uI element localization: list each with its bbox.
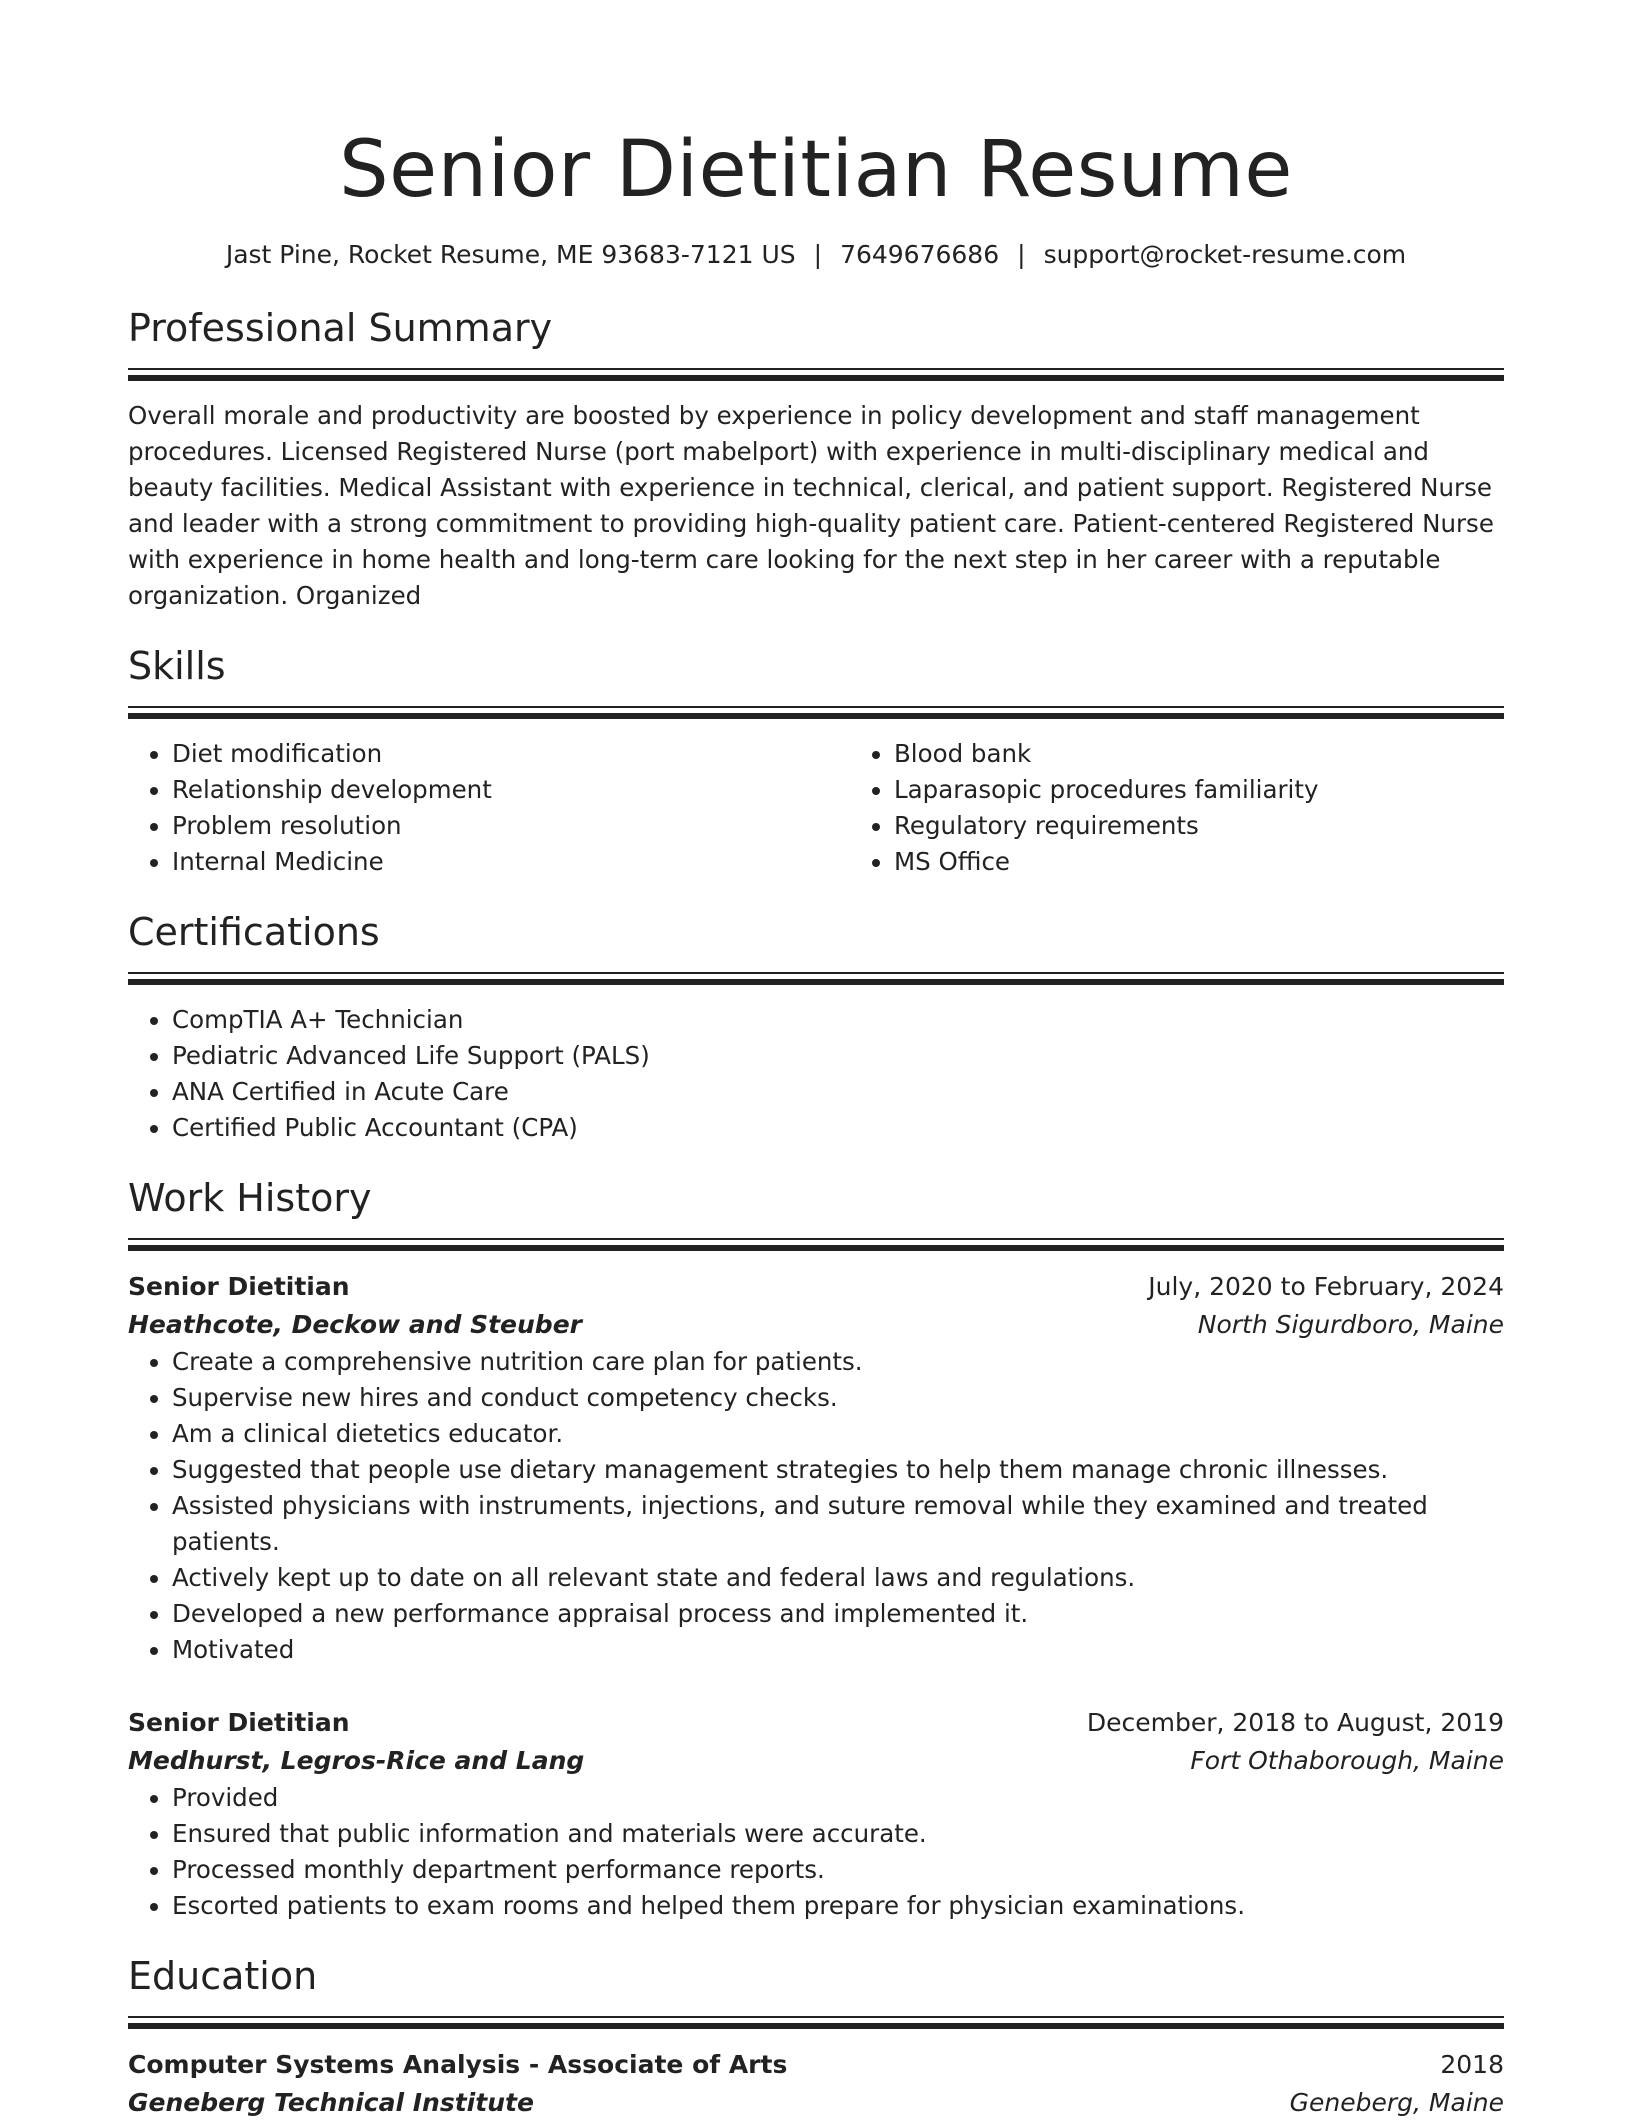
job-duty: • Supervise new hires and conduct competency checks.	[172, 1380, 1504, 1416]
certifications-heading: Certifications	[128, 910, 380, 954]
skill-item: • Blood bank	[894, 736, 1504, 772]
education-degree: Computer Systems Analysis - Associate of Arts	[128, 2050, 788, 2079]
job-entry	[128, 1704, 1504, 1924]
section-divider	[128, 368, 1504, 384]
certification-item: • CompTIA A+ Technician	[172, 1002, 1504, 1038]
summary-heading: Professional Summary	[128, 306, 553, 350]
skill-item: • Diet modification	[172, 736, 850, 772]
work-history-section	[128, 1172, 1504, 1924]
job-header	[128, 1268, 1504, 1306]
skill-item: • Laparasopic procedures familiarity	[894, 772, 1504, 808]
education-heading: Education	[128, 1954, 318, 1998]
job-duty: • Ensured that public information and materials were accurate.	[172, 1816, 1504, 1852]
job-duties-list	[128, 1780, 1504, 1924]
work-history-heading: Work History	[128, 1176, 372, 1220]
contact-address: Jast Pine, Rocket Resume, ME 93683-7121 US	[225, 240, 796, 269]
certification-item: • Pediatric Advanced Life Support (PALS)	[172, 1038, 1504, 1074]
job-duty: • Suggested that people use dietary management strategies to help them manage chronic illnesses.	[172, 1452, 1504, 1488]
education-subheader	[128, 2084, 1504, 2122]
section-divider	[128, 1238, 1504, 1254]
certification-item: • ANA Certified in Acute Care	[172, 1074, 1504, 1110]
job-dates: July, 2020 to February, 2024	[1148, 1272, 1504, 1301]
contact-line	[128, 238, 1504, 272]
skills-section	[128, 640, 1504, 880]
contact-separator: |	[813, 240, 823, 269]
job-duties-list	[128, 1344, 1504, 1668]
skills-grid	[128, 736, 1504, 880]
job-duty: • Developed a new performance appraisal process and implemented it.	[172, 1596, 1504, 1632]
job-subheader	[128, 1306, 1504, 1344]
certifications-section	[128, 906, 1504, 1146]
education-section	[128, 1950, 1504, 2122]
skill-item: • Problem resolution	[172, 808, 850, 844]
section-divider	[128, 2016, 1504, 2032]
skills-heading: Skills	[128, 644, 226, 688]
contact-phone: 7649676686	[840, 240, 1000, 269]
job-duty: • Actively kept up to date on all relevant state and federal laws and regulations.	[172, 1560, 1504, 1596]
skill-item: • Relationship development	[172, 772, 850, 808]
skills-list-right	[850, 736, 1504, 880]
job-duty: • Escorted patients to exam rooms and helped them prepare for physician examinations.	[172, 1888, 1504, 1924]
job-title: Senior Dietitian	[128, 1708, 350, 1737]
certifications-list	[128, 1002, 1504, 1146]
job-title: Senior Dietitian	[128, 1272, 350, 1301]
education-header	[128, 2046, 1504, 2084]
education-year: 2018	[1440, 2050, 1504, 2079]
contact-separator: |	[1017, 240, 1026, 269]
job-duty: • Create a comprehensive nutrition care plan for patients.	[172, 1344, 1504, 1380]
summary-text: Overall morale and productivity are boosted by experience in policy development and staff management procedures. Licensed Registered Nurse (port mabelport) with experience in multi-disciplinary medical and beauty facilities. Medical Assistant with experience in technical, clerical, and patient support. Registered Nurse and leader with a strong commitment to providing high-quality patient care. Patient-centered Registered Nurse with experience in home health and long-term care looking for the next step in her career with a reputable organization. Organized	[128, 401, 1494, 610]
summary-section	[128, 302, 1504, 614]
job-entry	[128, 1268, 1504, 1668]
skills-list-left	[128, 736, 850, 880]
certification-item: • Certified Public Accountant (CPA)	[172, 1110, 1504, 1146]
job-company: Medhurst, Legros-Rice and Lang	[128, 1746, 585, 1775]
job-location: North Sigurdboro, Maine	[1197, 1310, 1504, 1339]
skill-item: • Internal Medicine	[172, 844, 850, 880]
job-duty: • Processed monthly department performance reports.	[172, 1852, 1504, 1888]
skill-item: • MS Office	[894, 844, 1504, 880]
job-company: Heathcote, Deckow and Steuber	[128, 1310, 582, 1339]
education-location: Geneberg, Maine	[1289, 2088, 1504, 2117]
job-duty: • Provided	[172, 1780, 1504, 1816]
section-divider	[128, 706, 1504, 722]
job-header	[128, 1704, 1504, 1742]
education-school: Geneberg Technical Institute	[128, 2088, 534, 2117]
page-title: Senior Dietitian Resume	[339, 125, 1293, 215]
skill-item: • Regulatory requirements	[894, 808, 1504, 844]
job-duty: • Am a clinical dietetics educator.	[172, 1416, 1504, 1452]
resume-page	[128, 0, 1504, 2122]
contact-email[interactable]: support@rocket-resume.com	[1043, 240, 1407, 269]
job-duty: • Motivated	[172, 1632, 1504, 1668]
job-subheader	[128, 1742, 1504, 1780]
job-dates: December, 2018 to August, 2019	[1086, 1708, 1504, 1737]
job-duty: • Assisted physicians with instruments, injections, and suture removal while they examined and treated patients.	[172, 1488, 1504, 1560]
job-location: Fort Othaborough, Maine	[1190, 1746, 1504, 1775]
section-divider	[128, 972, 1504, 988]
